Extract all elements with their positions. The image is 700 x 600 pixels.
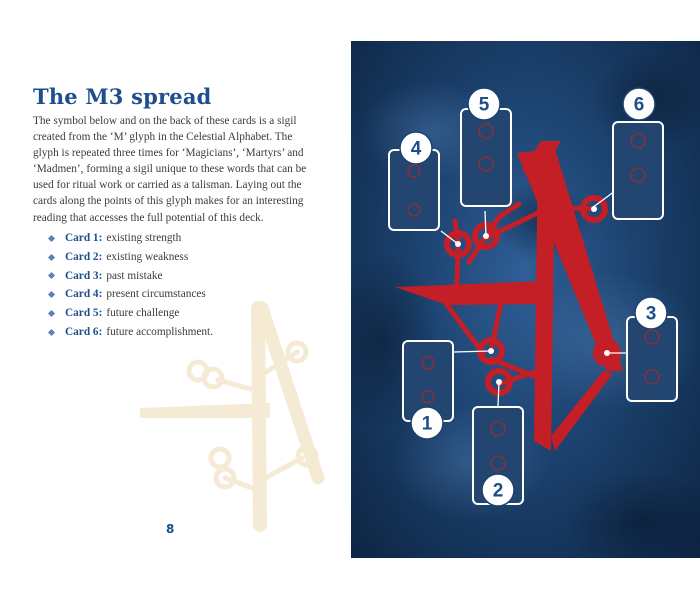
card-number-badge: 4 (410, 138, 422, 160)
card-label: Card 6: (65, 325, 103, 338)
page-title: The M3 spread (33, 84, 212, 109)
card-number-badge: 2 (492, 480, 504, 502)
card-meanings-list (47, 229, 213, 342)
m3-spread-diagram (351, 41, 700, 558)
diamond-bullet-icon (48, 272, 55, 279)
diamond-bullet-icon (48, 310, 55, 317)
list-item (47, 229, 213, 248)
card-meaning: existing weakness (106, 250, 189, 263)
intro-paragraph: The symbol below and on the back of these cards is a sigil created from the ‘M’ glyph in the Celestial Alphabet. The glyph is repeated three times for ‘Magicians’, ‘Martyrs’ and ‘Madmen’, forming a sigil unique to these words that can be used for ritual work or carried as a talisman. Laying out the cards along the points of this glyph makes for an interesting reading that accesses the full potential of this deck. (33, 115, 307, 224)
card-meaning: present circumstances (106, 288, 206, 301)
list-item (47, 285, 213, 304)
card-number-badge: 1 (421, 413, 433, 435)
card-number-badge: 5 (478, 94, 490, 116)
right-page-illustration (351, 41, 700, 558)
diamond-bullet-icon (48, 254, 55, 261)
card-label: Card 5: (65, 307, 103, 320)
card-meaning: existing strength (106, 232, 182, 244)
card-number-badge: 3 (645, 303, 657, 325)
page-number: 8 (166, 522, 175, 536)
list-item (47, 304, 213, 323)
diamond-bullet-icon (48, 329, 55, 336)
card-meaning: past mistake (106, 269, 163, 282)
card-label: Card 1: (65, 232, 103, 244)
card-meaning: future accomplishment. (106, 325, 214, 338)
card-label: Card 2: (65, 250, 103, 263)
card-label: Card 3: (65, 269, 103, 282)
card-meaning: future challenge (106, 307, 180, 320)
diamond-bullet-icon (48, 291, 55, 298)
list-item (47, 267, 213, 286)
card-label: Card 4: (65, 288, 103, 301)
card-number-badge: 6 (633, 94, 645, 116)
diamond-bullet-icon (48, 235, 55, 242)
list-item (47, 248, 213, 267)
list-item (47, 323, 213, 342)
